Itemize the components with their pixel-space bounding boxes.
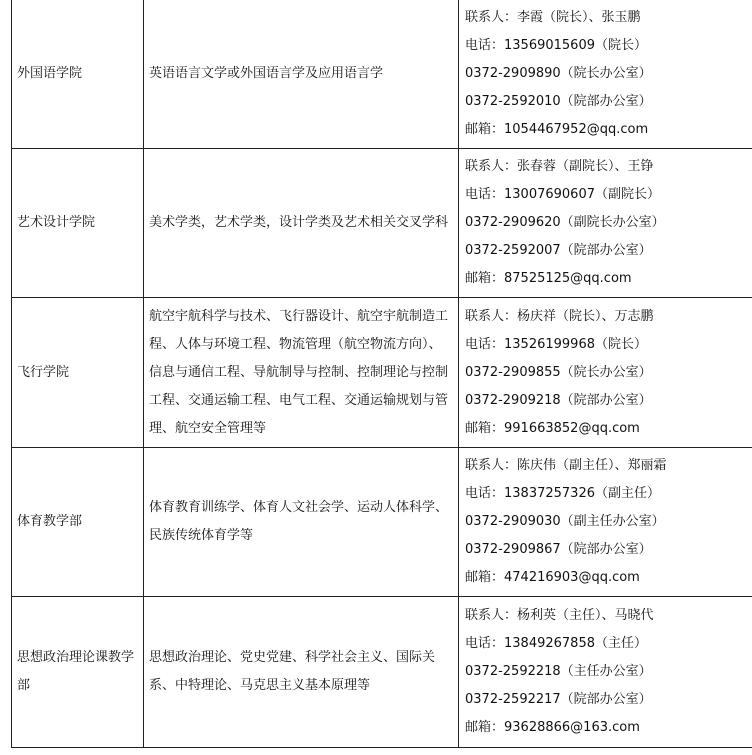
contact-persons: 联系人：李霞（院长）、张玉鹏	[465, 9, 641, 25]
contact-phone-office: 0372-2909855（院长办公室）	[465, 364, 652, 380]
contact-phone-primary: 电话：13569015609（院长）	[465, 37, 647, 53]
contact-phone-department: 0372-2592217（院部办公室）	[465, 692, 652, 707]
contact-phone-primary: 电话：13007690607（副院长）	[465, 187, 660, 202]
majors-cell	[144, 597, 459, 748]
contact-cell	[459, 448, 752, 597]
department-cell	[12, 298, 144, 448]
contact-phone-primary: 电话：13837257326（副主任）	[465, 486, 660, 501]
department-name: 体育教学部	[17, 514, 83, 529]
majors-text: 航空宇航科学与技术、飞行器设计、航空宇航制造工程、人体与环境工程、物流管理（航空物流方向）、信息与通信工程、导航制导与控制、控制理论与控制工程、交通运输工程、电气工程、交通运输规划与管理、航空安全管理等	[149, 308, 449, 436]
table-row	[12, 597, 752, 748]
majors-cell	[144, 298, 459, 448]
department-cell	[12, 149, 144, 298]
contact-persons: 联系人：杨利英（主任）、马晓代	[465, 608, 654, 623]
majors-text: 思想政治理论、党史党建、科学社会主义、国际关系、中特理论、马克思主义基本原理等	[149, 650, 436, 693]
contact-phone-office: 0372-2592218（主任办公室）	[465, 664, 652, 679]
department-name: 艺术设计学院	[17, 215, 96, 230]
contact-phone-department: 0372-2909218（院部办公室）	[465, 392, 652, 408]
contact-cell	[459, 597, 752, 748]
table-row	[12, 0, 752, 149]
majors-text: 美术学类，艺术学类，设计学类及艺术相关交叉学科	[149, 215, 449, 230]
contact-email[interactable]: 邮箱：87525125@qq.com	[465, 271, 632, 286]
contact-email[interactable]: 邮箱：93628866@163.com	[465, 720, 640, 735]
table-row	[12, 298, 752, 448]
contact-phone-office: 0372-2909890（院长办公室）	[465, 65, 652, 81]
contact-persons: 联系人：张春蓉（副院长）、王铮	[465, 159, 654, 174]
contact-cell	[459, 298, 752, 448]
majors-text: 英语语言文学或外国语言学及应用语言学	[149, 65, 384, 81]
department-name: 飞行学院	[17, 364, 70, 380]
department-cell	[12, 448, 144, 597]
contact-cell	[459, 0, 752, 149]
majors-cell	[144, 0, 459, 149]
contact-phone-office: 0372-2909620（副院长办公室）	[465, 215, 665, 230]
contact-phone-department: 0372-2592007（院部办公室）	[465, 243, 652, 258]
majors-cell	[144, 448, 459, 597]
department-cell	[12, 0, 144, 149]
contact-phone-primary: 电话：13849267858（主任）	[465, 636, 647, 651]
contact-phone-department: 0372-2909867（院部办公室）	[465, 542, 652, 557]
contact-phone-department: 0372-2592010（院部办公室）	[465, 93, 652, 109]
table-row	[12, 448, 752, 597]
majors-text: 体育教育训练学、体育人文社会学、运动人体科学、民族传统体育学等	[149, 500, 449, 543]
contact-phone-primary: 电话：13526199968（院长）	[465, 336, 647, 352]
majors-cell	[144, 149, 459, 298]
department-cell	[12, 597, 144, 748]
contact-persons: 联系人：陈庆伟（副主任）、郑丽霜	[465, 458, 667, 473]
contact-persons: 联系人：杨庆祥（院长）、万志鹏	[465, 308, 654, 324]
contact-email[interactable]: 邮箱：474216903@qq.com	[465, 570, 640, 585]
table-row	[12, 149, 752, 298]
department-name: 思想政治理论课教学部	[17, 650, 135, 693]
contact-email[interactable]: 邮箱：991663852@qq.com	[465, 420, 640, 436]
department-contact-table	[11, 0, 752, 748]
contact-email[interactable]: 邮箱：1054467952@qq.com	[465, 121, 649, 137]
department-name: 外国语学院	[17, 65, 83, 81]
contact-phone-office: 0372-2909030（副主任办公室）	[465, 514, 665, 529]
contact-cell	[459, 149, 752, 298]
